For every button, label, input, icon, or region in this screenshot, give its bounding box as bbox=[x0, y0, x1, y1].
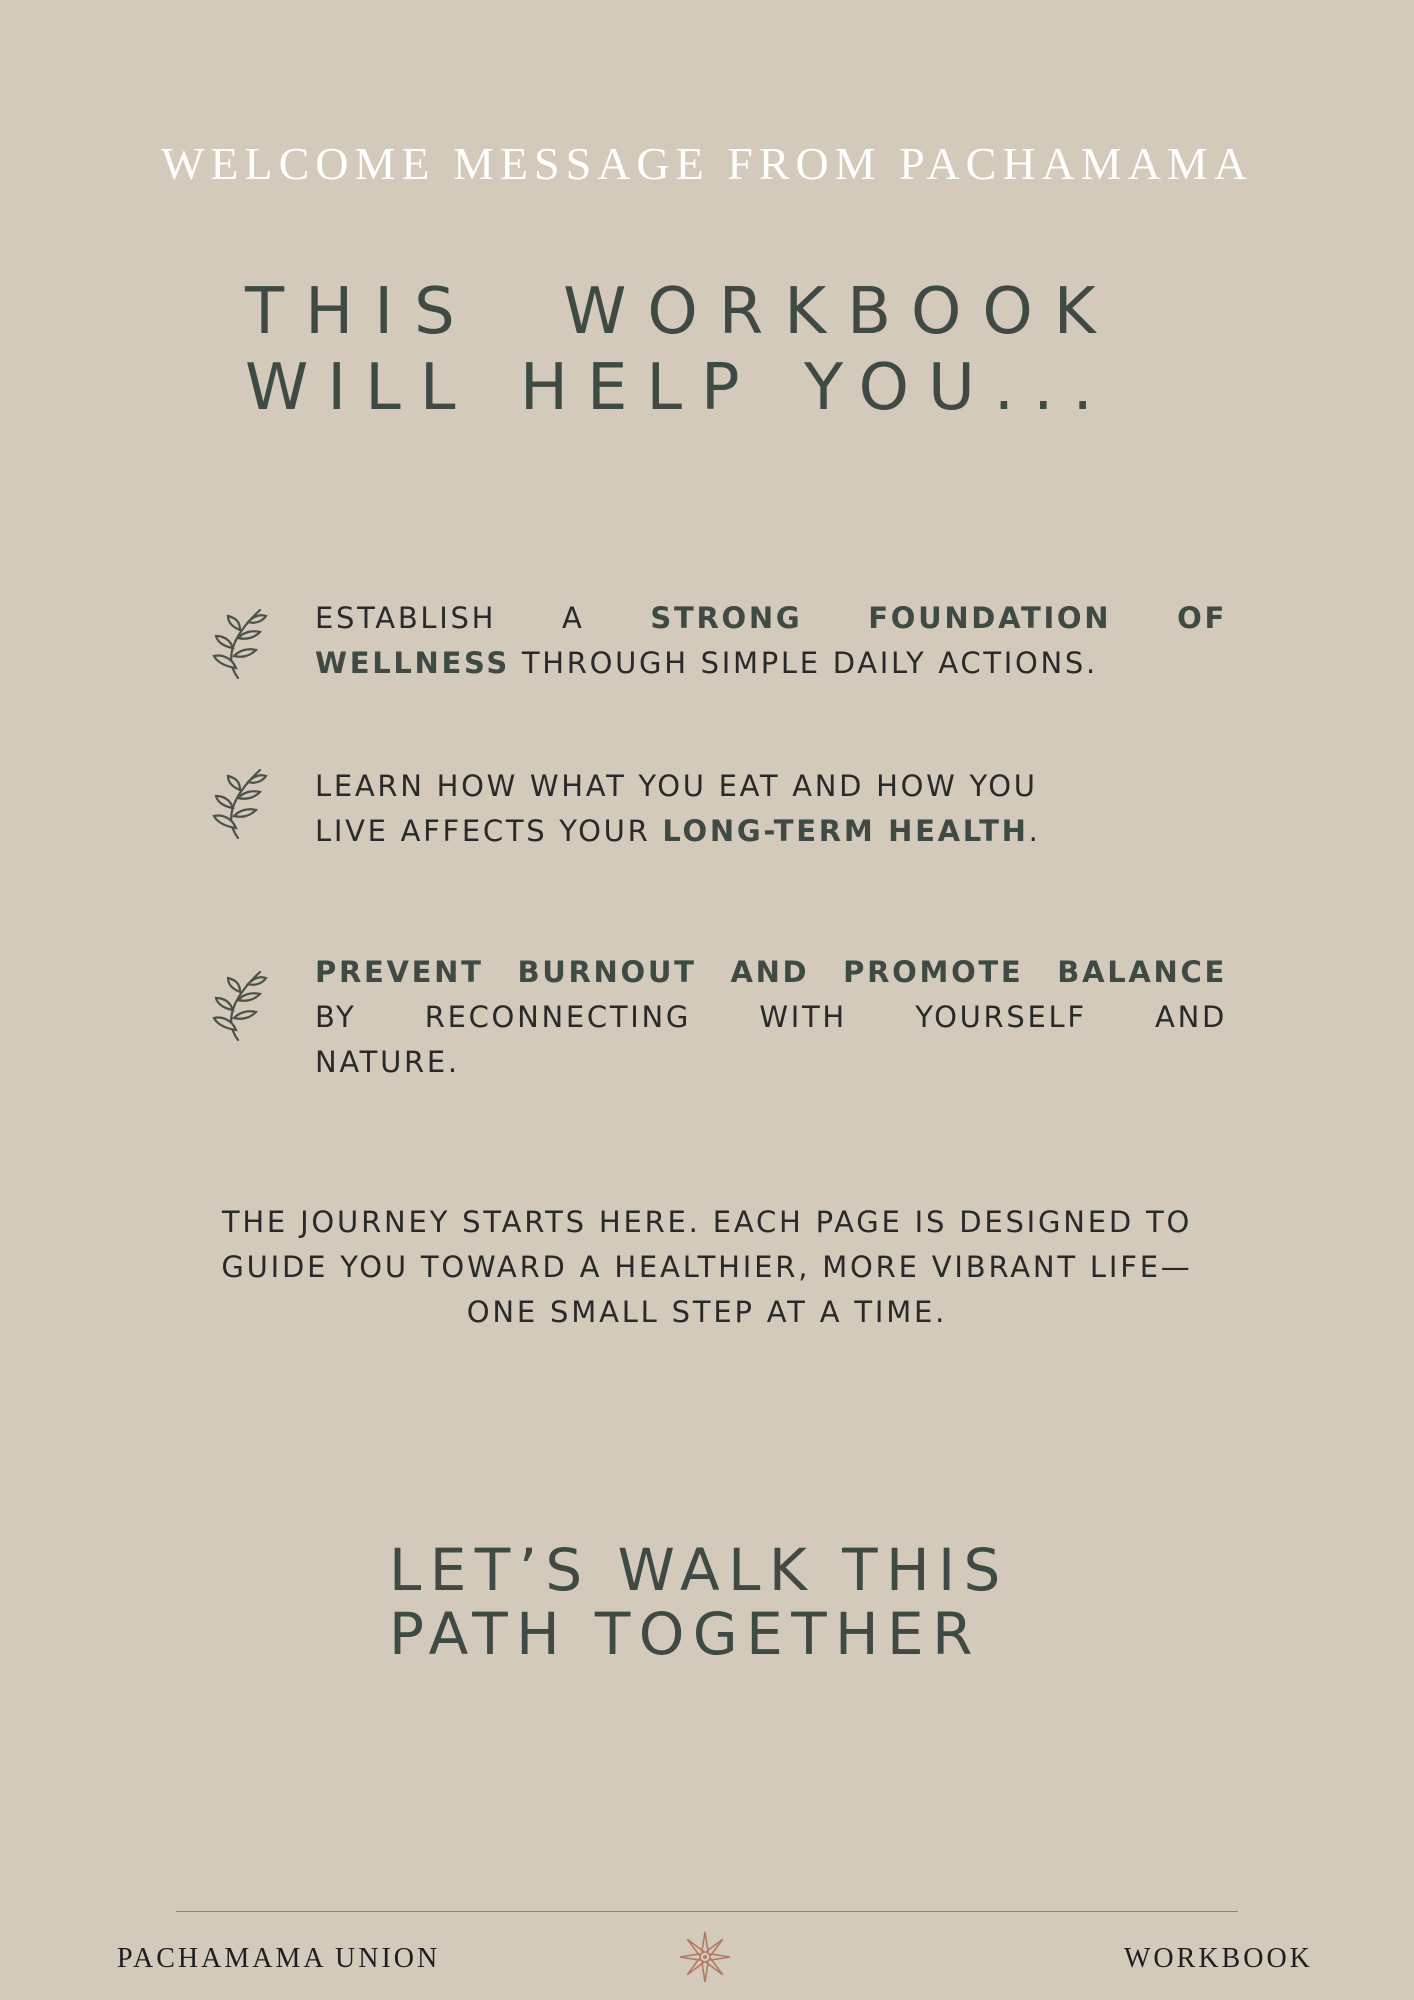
closing-line-1: LET’S WALK THIS bbox=[389, 1536, 1009, 1604]
bullet-1-word-bold: FOUNDATION bbox=[868, 601, 1112, 635]
page-header-title: WELCOME MESSAGE FROM PACHAMAMA bbox=[160, 138, 1254, 189]
main-heading-line-1: THIS WORKBOOK bbox=[245, 275, 1117, 349]
journey-line-3: ONE SMALL STEP AT A TIME. bbox=[466, 1295, 948, 1329]
bullet-text-2 bbox=[315, 764, 1227, 854]
footer-label: WORKBOOK bbox=[1124, 1943, 1313, 1974]
bullet-2-line-2 bbox=[315, 809, 1227, 854]
bullet-3-word-bold: BALANCE bbox=[1057, 955, 1227, 989]
footer-divider bbox=[176, 1911, 1238, 1912]
bullet-1-rest-text: THROUGH SIMPLE DAILY ACTIONS. bbox=[509, 646, 1098, 680]
bullet-1-line-1 bbox=[315, 596, 1227, 641]
bullet-3-word: YOURSELF bbox=[915, 1000, 1087, 1034]
journey-line-1: THE JOURNEY STARTS HERE. EACH PAGE IS DESIGNED TO bbox=[221, 1205, 1193, 1239]
bullet-3-word: AND bbox=[1155, 1000, 1227, 1034]
bullet-2-line-1: LEARN HOW WHAT YOU EAT AND HOW YOU bbox=[315, 769, 1038, 803]
main-heading-line-2: WILL HELP YOU... bbox=[245, 351, 1112, 425]
bullet-2-plain-text: LIVE AFFECTS YOUR bbox=[315, 814, 663, 848]
bullet-text-3 bbox=[315, 950, 1227, 1085]
bullet-2-end-text: . bbox=[1028, 814, 1041, 848]
closing-heading bbox=[389, 1538, 1189, 1666]
leaf-sprig-icon bbox=[208, 604, 268, 680]
bullet-3-word: WITH bbox=[759, 1000, 847, 1034]
bullet-3-word: RECONNECTING bbox=[424, 1000, 692, 1034]
bullet-1-word-bold: OF bbox=[1177, 601, 1227, 635]
closing-line-2: PATH TOGETHER bbox=[389, 1600, 981, 1668]
bullet-1-word: ESTABLISH bbox=[315, 601, 497, 635]
journey-paragraph bbox=[150, 1200, 1264, 1335]
bullet-1-word-bold: STRONG bbox=[650, 601, 803, 635]
bullet-3-word-bold: PREVENT bbox=[315, 955, 484, 989]
bullet-1-word: A bbox=[562, 601, 585, 635]
bullet-3-word: BY bbox=[315, 1000, 357, 1034]
bullet-3-line-3: NATURE. bbox=[315, 1045, 460, 1079]
journey-line-2: GUIDE YOU TOWARD A HEALTHIER, MORE VIBRANT LIFE— bbox=[221, 1250, 1193, 1284]
bullet-3-word-bold: BURNOUT bbox=[517, 955, 697, 989]
bullet-3-word-bold: PROMOTE bbox=[843, 955, 1024, 989]
main-heading bbox=[245, 274, 1165, 426]
bullet-2-bold-text: LONG-TERM HEALTH bbox=[662, 814, 1029, 848]
bullet-1-line-2 bbox=[315, 641, 1227, 686]
footer-brand: PACHAMAMA UNION bbox=[117, 1943, 441, 1974]
leaf-sprig-icon bbox=[208, 966, 268, 1042]
sun-star-icon bbox=[679, 1931, 731, 1983]
leaf-sprig-icon bbox=[208, 764, 268, 840]
bullet-3-word-bold: AND bbox=[730, 955, 810, 989]
bullet-text-1 bbox=[315, 596, 1227, 686]
bullet-1-bold-text: WELLNESS bbox=[315, 646, 510, 680]
bullet-3-line-2 bbox=[315, 995, 1227, 1040]
bullet-3-line-1 bbox=[315, 950, 1227, 995]
